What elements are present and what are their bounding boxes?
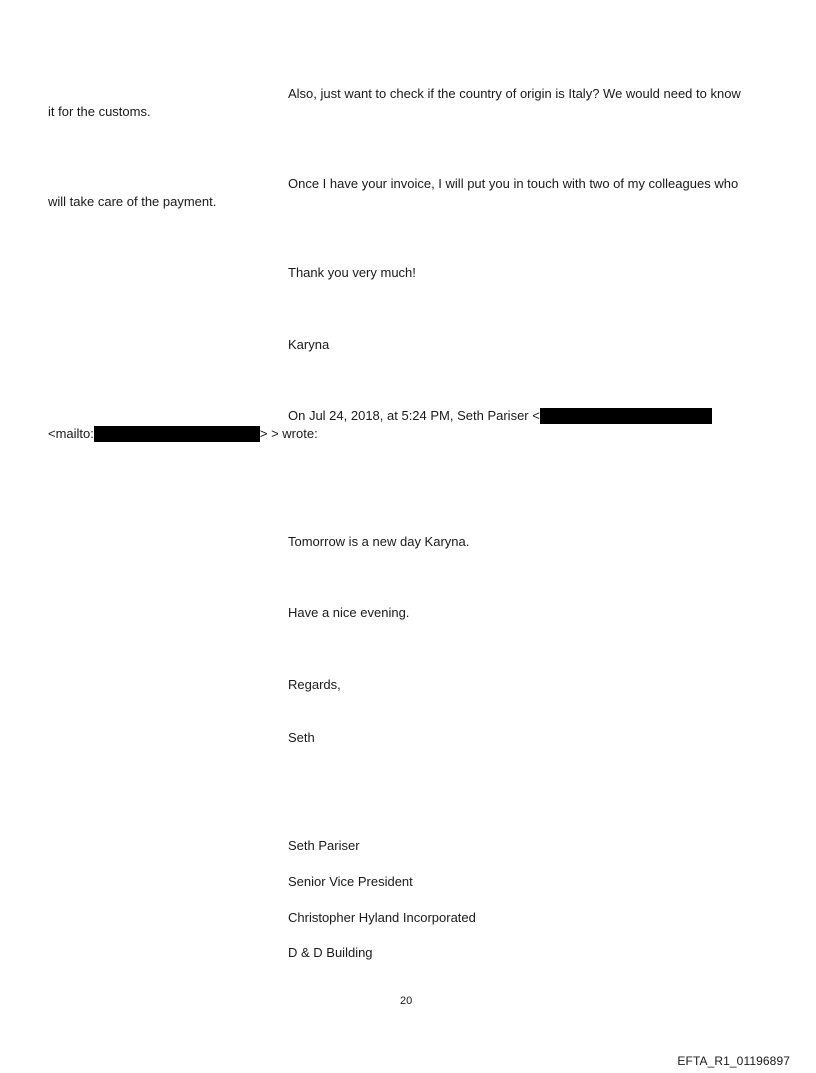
document-id: EFTA_R1_01196897 — [677, 1054, 790, 1068]
page-number: 20 — [400, 995, 413, 1007]
thanks-line: Thank you very much! — [288, 265, 416, 280]
reply-line-1: Tomorrow is a new day Karyna. — [288, 534, 470, 549]
signature-company: Christopher Hyland Incorporated — [288, 910, 476, 925]
quote-header-text: On Jul 24, 2018, at 5:24 PM, Seth Pariser < — [288, 408, 540, 423]
mailto-prefix: <mailto: — [48, 426, 94, 441]
invoice-line-1: Once I have your invoice, I will put you in touch with two of my colleagues who — [288, 176, 739, 191]
country-line-2: it for the customs. — [48, 104, 151, 119]
reply-closing: Regards, — [288, 677, 341, 692]
redaction-bar-email-1 — [540, 408, 712, 424]
signature-building: D & D Building — [288, 945, 373, 960]
signature-name: Seth Pariser — [288, 838, 360, 853]
sender-name: Karyna — [288, 337, 330, 352]
reply-line-2: Have a nice evening. — [288, 605, 410, 620]
reply-signoff: Seth — [288, 730, 315, 745]
signature-title: Senior Vice President — [288, 874, 413, 889]
invoice-line-2: will take care of the payment. — [48, 194, 217, 209]
redaction-bar-email-2 — [94, 426, 260, 442]
country-line-1: Also, just want to check if the country of origin is Italy? We would need to know — [288, 86, 741, 101]
quote-header-line-1 — [288, 408, 712, 424]
wrote-suffix: > > wrote: — [259, 426, 318, 441]
quote-header-line-2 — [48, 426, 318, 442]
